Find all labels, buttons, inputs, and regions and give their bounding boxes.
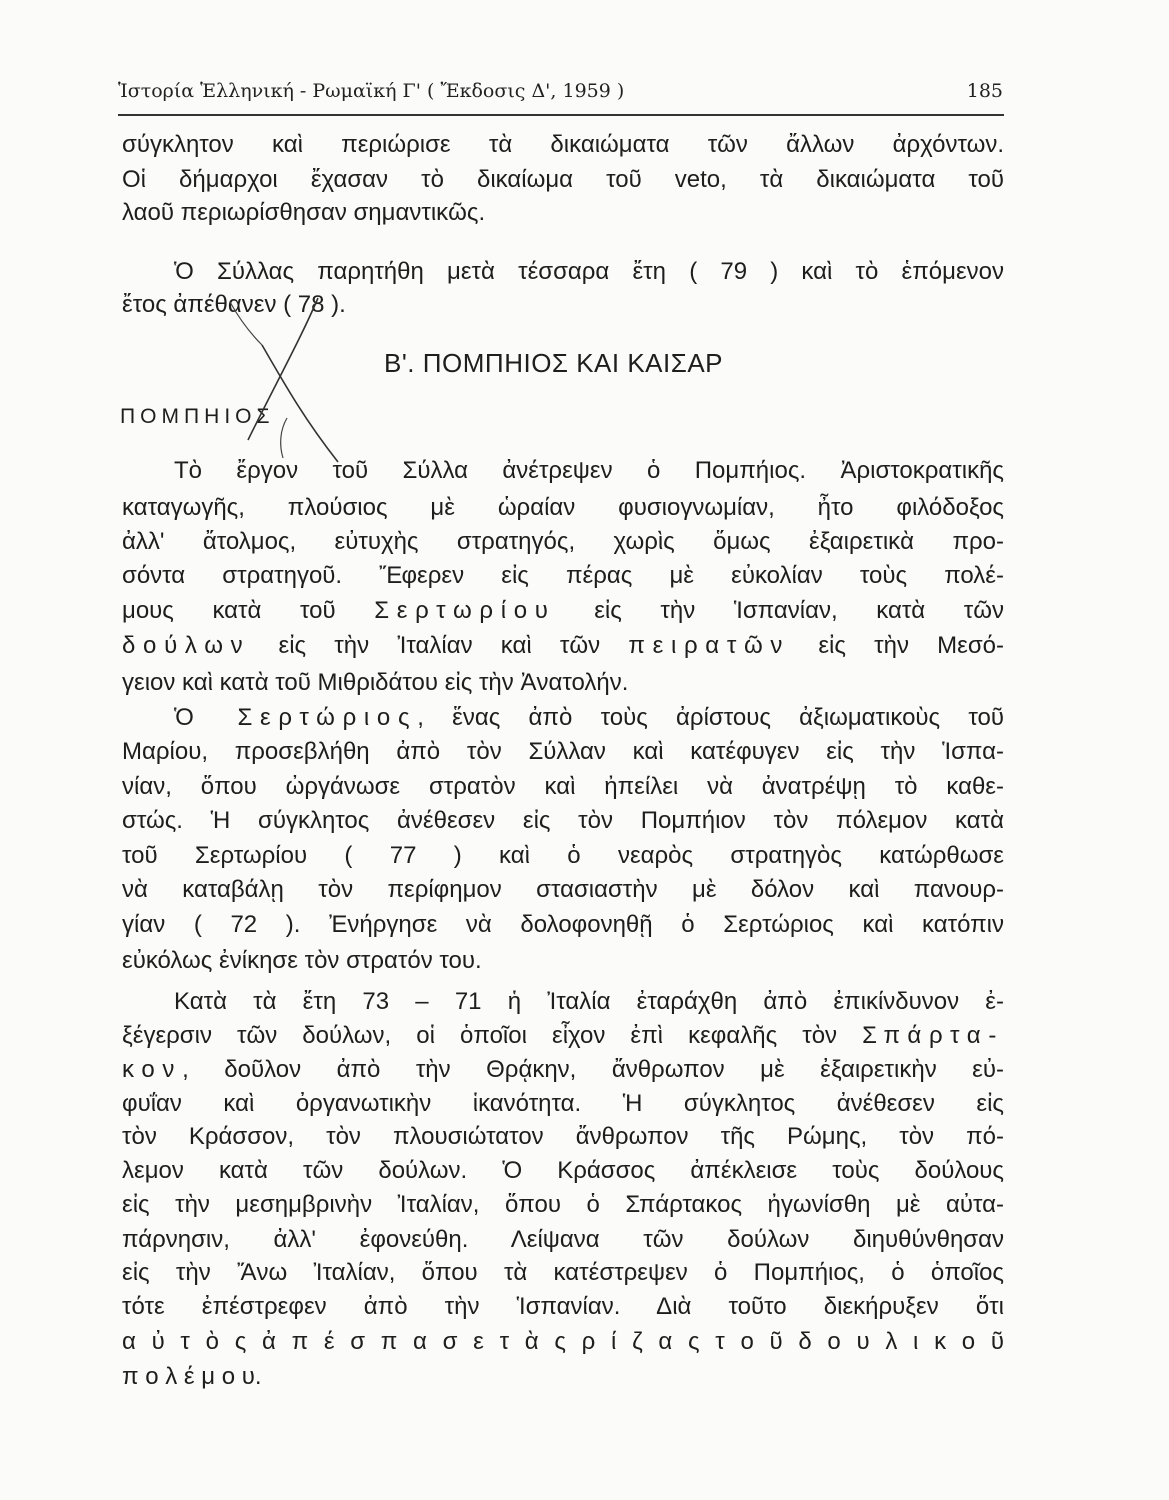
text-line <box>174 701 1004 735</box>
text-line <box>122 1120 1004 1154</box>
text-segment: νὰ καταβάλῃ τὸν περίφημον στασιαστὴν μὲ δόλον καὶ πανουρ- <box>122 876 1004 903</box>
text-line <box>122 594 1004 628</box>
page-number: 185 <box>966 80 1003 102</box>
text-segment: φυΐαν καὶ ὀργανωτικὴν ἱκανότητα. Ἡ σύγκλητος ἀνέθεσεν εἰς <box>122 1090 1004 1117</box>
text-segment: Μαρίου, προσεβλήθη ἀπὸ τὸν Σύλλαν καὶ κατέφυγεν εἰς τὴν Ἱσπα- <box>122 738 1004 765</box>
text-segment: Οἱ δήμαρχοι ἔχασαν τὸ δικαίωμα τοῦ veto, τὰ δικαιώματα τοῦ <box>122 166 1004 193</box>
text-segment: εἰς τὴν Ἄνω Ἰταλίαν, ὅπου τὰ κατέστρεψεν ὁ Πομπήιος, ὁ ὁποῖος <box>122 1259 1004 1286</box>
text-line <box>122 1325 1004 1359</box>
text-segment: νίαν, ὅπου ὠργάνωσε στρατὸν καὶ ἠπείλει νὰ ἀνατρέψῃ τὸ καθε- <box>122 773 1004 800</box>
pencil-stroke <box>262 345 338 462</box>
text-line <box>122 735 1004 769</box>
text-line <box>122 629 1004 663</box>
text-segment: Τὸ ἔργον τοῦ Σύλλα ἀνέτρεψεν ὁ Πομπήιος. Ἀριστοκρατικῆς <box>174 457 1004 484</box>
section-heading: Β'. ΠΟΜΠΗΙΟΣ ΚΑΙ ΚΑΙΣΑΡ <box>384 348 724 378</box>
text-line <box>122 1223 1004 1257</box>
text-segment: εἰς τὴν Μεσό- <box>790 632 1004 659</box>
text-line <box>122 288 1004 322</box>
text-line <box>122 804 1004 838</box>
text-line <box>122 128 1004 162</box>
text-line <box>122 1087 1004 1121</box>
text-segment: , ἕνας ἀπὸ τοὺς ἀρίστους ἀξιωματικοὺς τοῦ <box>417 704 1004 731</box>
emphasized-name: δούλων <box>122 632 251 659</box>
text-line <box>122 1154 1004 1188</box>
text-segment: εὐκόλως ἐνίκησε τὸν στρατόν του. <box>122 947 482 974</box>
text-line <box>122 908 1004 942</box>
text-segment: μους κατὰ τοῦ <box>122 597 375 624</box>
emphasized-name: Σερτωρίου <box>374 597 556 624</box>
text-segment: καταγωγῆς, πλούσιος μὲ ὡραίαν φυσιογνωμίαν, ἦτο φιλόδοξος <box>122 494 1004 521</box>
text-line <box>122 839 1004 873</box>
text-segment: πάρνησιν, ἀλλ' ἐφονεύθη. Λείψανα τῶν δούλων διηυθύνθησαν <box>122 1226 1004 1253</box>
pencil-stroke <box>281 418 287 458</box>
text-segment: ξέγερσιν τῶν δούλων, οἱ ὁποῖοι εἶχον ἐπὶ κεφαλῆς τὸν <box>122 1022 863 1049</box>
text-line <box>174 454 1004 488</box>
text-line <box>174 985 1004 1019</box>
text-segment: σόντα στρατηγοῦ. Ἔφερεν εἰς πέρας μὲ εὐκολίαν τοὺς πολέ- <box>122 562 1004 589</box>
text-segment: Κατὰ τὰ ἔτη 73 – 71 ἡ Ἰταλία ἐταράχθη ἀπὸ ἐπικίνδυνον ἐ- <box>174 988 1004 1015</box>
text-line <box>122 1360 1004 1394</box>
text-segment: , δοῦλον ἀπὸ τὴν Θρᾴκην, ἄνθρωπον μὲ ἐξαιρετικὴν εὐ- <box>182 1056 1004 1083</box>
text-segment: λεμον κατὰ τῶν δούλων. Ὁ Κράσσος ἀπέκλεισε τοὺς δούλους <box>122 1157 1004 1184</box>
text-line <box>122 163 1004 197</box>
text-line <box>122 1053 1004 1087</box>
text-line <box>122 1019 1004 1053</box>
text-segment: εἰς τὴν Ἱσπανίαν, κατὰ τῶν <box>555 597 1005 624</box>
emphasized-name: κον <box>122 1056 183 1083</box>
text-line <box>122 491 1004 525</box>
text-segment: τὸν Κράσσον, τὸν πλουσιώτατον ἄνθρωπον τῆς Ρώμης, τὸν πό- <box>122 1123 1004 1150</box>
text-line <box>122 666 1004 700</box>
emphasized-name: Σπάρτα- <box>862 1022 1004 1049</box>
running-header-title: Ἱστορία Ἑλληνική - Ρωμαϊκή Γ' ( Ἔκδοσις Δ', 1959 ) <box>118 80 625 102</box>
emphasized-name: Ὁ Σερτώριος <box>174 704 418 731</box>
text-line <box>174 255 1004 289</box>
text-segment: στώς. Ἡ σύγκλητος ἀνέθεσεν εἰς τὸν Πομπήιον τὸν πόλεμον κατὰ <box>122 807 1004 834</box>
text-line <box>122 559 1004 593</box>
text-segment: α ὐ τ ὸ ς ἀ π έ σ π α σ ε τ ὰ ς ρ ί ζ α ς τ ο ῦ δ ο υ λ ι κ ο ῦ <box>122 1328 1004 1355</box>
text-segment: Ὁ Σύλλας παρητήθη μετὰ τέσσαρα ἔτη ( 79 ) καὶ τὸ ἑπόμενον <box>174 258 1004 285</box>
text-segment: εἰς τὴν Ἰταλίαν καὶ τῶν <box>250 632 629 659</box>
text-segment: σύγκλητον καὶ περιώρισε τὰ δικαιώματα τῶν ἄλλων ἀρχόντων. <box>122 131 1004 158</box>
text-segment: τοῦ Σερτωρίου ( 77 ) καὶ ὁ νεαρὸς στρατηγὸς κατώρθωσε <box>122 842 1004 869</box>
text-segment: λαοῦ περιωρίσθησαν σημαντικῶς. <box>122 199 486 226</box>
text-line <box>122 525 1004 559</box>
text-line <box>122 1256 1004 1290</box>
text-line <box>122 1188 1004 1222</box>
text-segment: τότε ἐπέστρεφεν ἀπὸ τὴν Ἱσπανίαν. Διὰ τοῦτο διεκήρυξεν ὅτι <box>122 1293 1004 1320</box>
text-segment: γειον καὶ κατὰ τοῦ Μιθριδάτου εἰς τὴν Ἀνατολήν. <box>122 669 629 696</box>
text-segment: εἰς τὴν μεσημβρινὴν Ἰταλίαν, ὅπου ὁ Σπάρτακος ἠγωνίσθη μὲ αὐτα- <box>122 1191 1004 1218</box>
emphasized-name: πειρατῶν <box>628 632 791 659</box>
text-segment: γίαν ( 72 ). Ἐνήργησε νὰ δολοφονηθῇ ὁ Σερτώριος καὶ κατόπιν <box>122 911 1004 938</box>
text-segment: π ο λ έ μ ο υ. <box>122 1363 262 1390</box>
text-line <box>122 873 1004 907</box>
text-line <box>122 770 1004 804</box>
text-segment: ἀλλ' ἄτολμος, εὐτυχὴς στρατηγός, χωρὶς ὅμως ἐξαιρετικὰ προ- <box>122 528 1004 555</box>
text-line <box>122 196 1004 230</box>
text-line <box>122 1290 1004 1324</box>
side-heading: ΠΟΜΠΗΙΟΣ <box>120 405 275 428</box>
header-rule <box>118 114 1004 116</box>
text-line <box>122 944 1004 978</box>
text-segment: ἔτος ἀπέθανεν ( 78 ). <box>122 291 346 318</box>
